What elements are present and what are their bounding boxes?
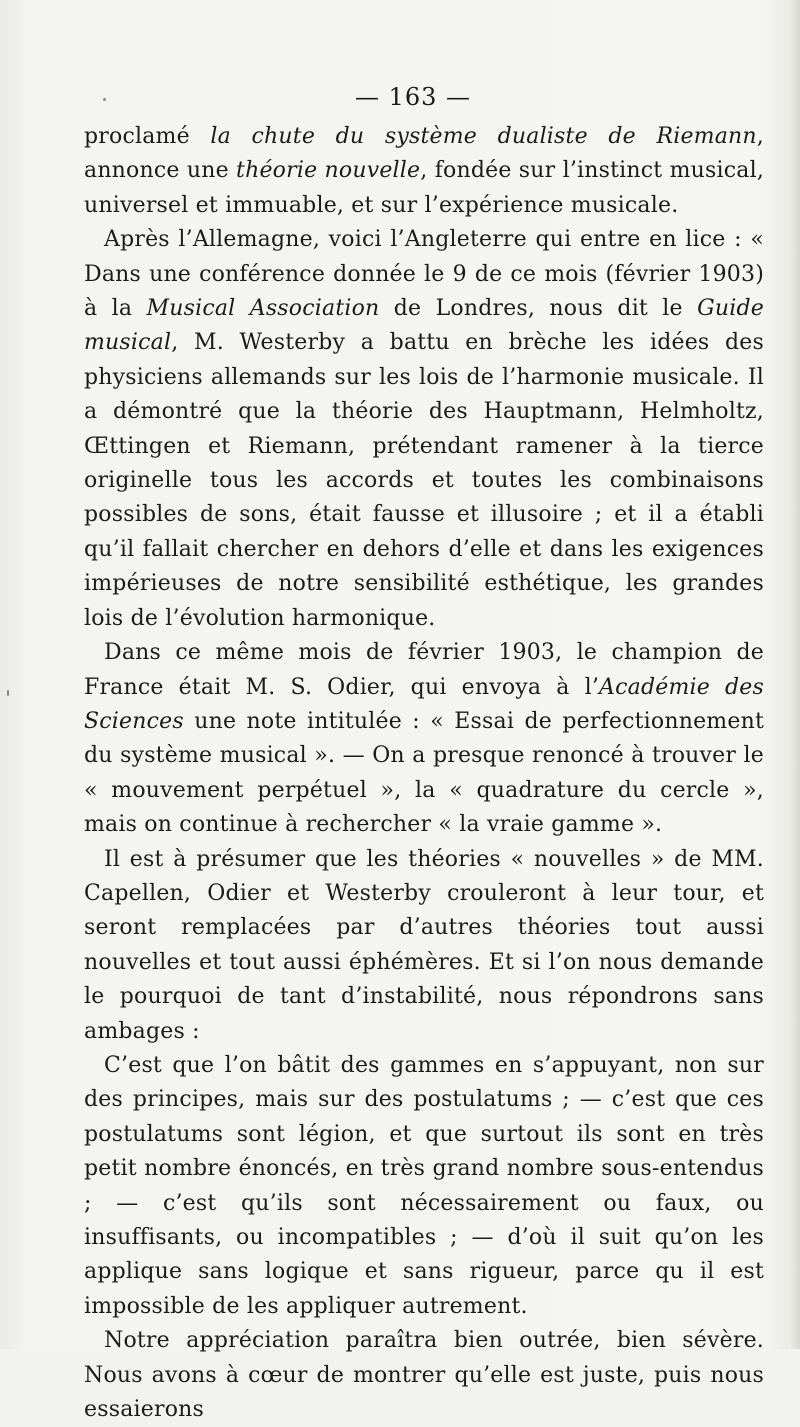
- text-segment: , fondée sur l’instinct musical, universel et immuable, et sur l’expérience musicale.: [84, 158, 765, 218]
- paragraph-england: [84, 223, 764, 636]
- paragraph-theories: [84, 843, 764, 1049]
- page-edge-shadow: [788, 0, 800, 1349]
- text-segment: Notre appréciation paraîtra bien outrée, bien sévère. Nous avons à cœur de montrer qu’elle est juste, puis nous essaierons: [84, 1328, 764, 1423]
- text-segment: proclamé: [84, 124, 211, 149]
- paper-speck: [103, 98, 106, 101]
- text-segment: de Londres, nous dit le: [379, 296, 698, 322]
- italic-text-segment: Guide musical: [84, 296, 764, 356]
- text-segment: , M. Westerby a battu en brèche les idées des physiciens allemands sur les lois de l’harmonie musicale. Il a démontré que la théorie des Hauptmann, Helmholtz, Œttingen et Riemann, prétendant ramener à la tierce originelle tous les accords et toutes les combinaisons possibles de sons, était fausse et illusoire ; et il a établi qu’il fallait chercher en dehors d’elle et dans les exigences impérieuses de notre sensibilité esthétique, les grandes lois de l’évolution harmonique.: [84, 330, 764, 631]
- text-segment: C’est que l’on bâtit des gammes en s’appuyant, non sur des principes, mais sur des postulatums ; — c’est que ces postulatums sont légion, et que surtout ils sont en très petit nombre énoncés, en très grand nombre sous-entendus ; — c’est qu’ils sont nécessairement ou faux, ou insuffisants, ou incompatibles ; — d’où il suit qu’on les applique sans logique et sans rigueur, parce qu il est impossible de les appliquer autrement.: [84, 1052, 764, 1319]
- paragraph-appreciation: [84, 1324, 764, 1427]
- italic-text-segment: Académie des Sciences: [84, 674, 764, 734]
- page-number: — 163 —: [354, 83, 472, 111]
- paragraph-odier: [84, 636, 764, 842]
- paragraph-postulatums: [84, 1049, 764, 1324]
- paper-speck: [7, 690, 9, 696]
- text-segment: , annonce une: [84, 124, 764, 184]
- text-segment: Après l’Allemagne, voici l’Angleterre qui entre en lice : « Dans une conférence donnée le 9 de ce mois (février 1903) à la: [84, 227, 764, 322]
- text-segment: une note intitulée : « Essai de perfectionnement du système musical ». — On a presque renoncé à trouver le « mouvement perpétuel », la « quadrature du cercle », mais on continue à rechercher « la vraie gamme ».: [84, 708, 764, 838]
- italic-text-segment: théorie nouvelle: [236, 158, 421, 184]
- text-segment: Dans ce même mois de février 1903, le champion de France était M. S. Odier, qui envoya à l’: [84, 640, 764, 700]
- italic-text-segment: la chute du système dualiste de Riemann: [210, 124, 757, 149]
- italic-text-segment: Musical Association: [146, 296, 380, 322]
- paragraph-continuation: [84, 120, 764, 223]
- text-segment: Il est à présumer que les théories « nouvelles » de MM. Capellen, Odier et Westerby crouleront à leur tour, et seront remplacées par d’autres théories tout aussi nouvelles et tout aussi éphémères. Et si l’on nous demande le pourquoi de tant d’instabilité, nous répondrons sans ambages :: [84, 846, 764, 1044]
- body-text: [84, 120, 764, 1427]
